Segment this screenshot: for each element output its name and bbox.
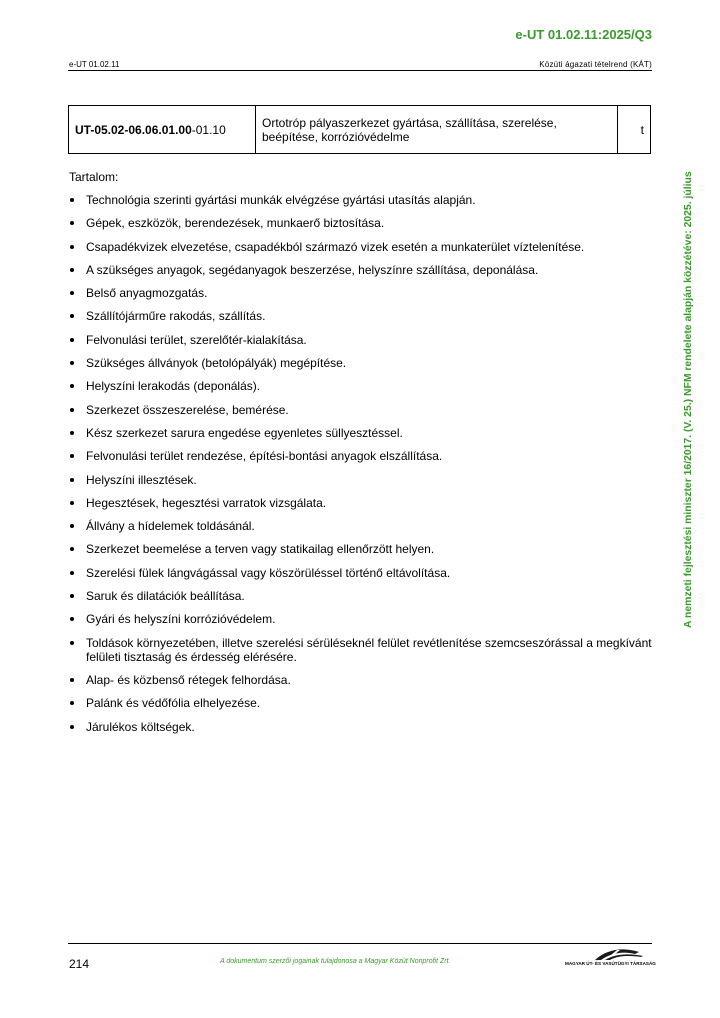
content-list-item: Palánk és védőfólia elhelyezése. <box>69 696 653 710</box>
content-list-item: Állvány a hídelemek toldásánál. <box>69 519 653 533</box>
header-right-title: Közúti ágazati tételrend (KÁT) <box>539 60 652 69</box>
content-list-item: Kész szerkezet sarura engedése egyenletes süllyesztéssel. <box>69 426 653 440</box>
header-rule <box>68 70 652 71</box>
item-code-suffix: -01.10 <box>191 122 226 137</box>
page-number: 214 <box>69 957 90 971</box>
content-list-item: Szerkezet beemelése a terven vagy statikailag ellenőrzött helyen. <box>69 542 653 556</box>
content-list-item: Gyári és helyszíni korrózióvédelem. <box>69 612 653 626</box>
content-list-item: Technológia szerinti gyártási munkák elvégzése gyártási utasítás alapján. <box>69 193 653 207</box>
content-list-item: Csapadékvizek elvezetése, csapadékból származó vizek esetén a munkaterület víztelenítése. <box>69 240 653 254</box>
copyright-notice: A dokumentum szerzői jogainak tulajdonosa a Magyar Közút Nonprofit Zrt. <box>220 958 451 965</box>
content-list-item: Járulékos költségek. <box>69 720 653 734</box>
content-list-item: Helyszíni illesztések. <box>69 473 653 487</box>
content-list-item: Alap- és közbenső rétegek felhordása. <box>69 673 653 687</box>
content-list <box>69 193 653 743</box>
content-list-item: Toldások környezetében, illetve szerelési sérüléseknél felület revétlenítése szemcseszórással a megkívánt felületi tisztaság és érdesség elérésére. <box>69 636 653 664</box>
content-list-item: Szállítójárműre rakodás, szállítás. <box>69 309 653 323</box>
document-code: e-UT 01.02.11:2025/Q3 <box>515 27 652 42</box>
side-publication-note: A nemzeti fejlesztési miniszter 16/2017. (V. 25.) NFM rendelete alapján közzétéve: 2025. július <box>683 171 694 628</box>
content-title: Tartalom: <box>69 170 119 184</box>
content-list-item: Helyszíni lerakodás (deponálás). <box>69 379 653 393</box>
logo-text: MAGYAR ÚT- ÉS VASÚTÜGYI TÁRSASÁG <box>565 961 656 966</box>
item-code-bold: UT-05.02-06.06.01.00 <box>75 122 192 137</box>
society-logo <box>565 946 656 968</box>
content-list-item: Saruk és dilatációk beállítása. <box>69 589 653 603</box>
content-list-item: Szerelési fülek lángvágással vagy köszörüléssel történő eltávolítása. <box>69 566 653 580</box>
content-list-item: Hegesztések, hegesztési varratok vizsgálata. <box>69 496 653 510</box>
content-list-item: Felvonulási terület rendezése, építési-bontási anyagok elszállítása. <box>69 449 653 463</box>
item-description: Ortotróp pályaszerkezet gyártása, szállítása, szerelése, beépítése, korrózióvédelme <box>256 106 618 154</box>
content-list-item: Belső anyagmozgatás. <box>69 286 653 300</box>
item-unit: t <box>618 106 651 154</box>
item-code-cell <box>69 106 256 154</box>
content-list-item: Szerkezet összeszerelése, bemérése. <box>69 403 653 417</box>
item-table <box>68 105 651 154</box>
header-left-code: e-UT 01.02.11 <box>69 60 120 69</box>
footer-rule <box>68 943 652 944</box>
content-list-item: Szükséges állványok (betolópályák) megépítése. <box>69 356 653 370</box>
content-list-item: Felvonulási terület, szerelőtér-kialakítása. <box>69 333 653 347</box>
road-swoosh-icon <box>565 946 653 962</box>
content-list-item: A szükséges anyagok, segédanyagok beszerzése, helyszínre szállítása, deponálása. <box>69 263 653 277</box>
content-list-item: Gépek, eszközök, berendezések, munkaerő biztosítása. <box>69 216 653 230</box>
item-row <box>69 106 651 154</box>
